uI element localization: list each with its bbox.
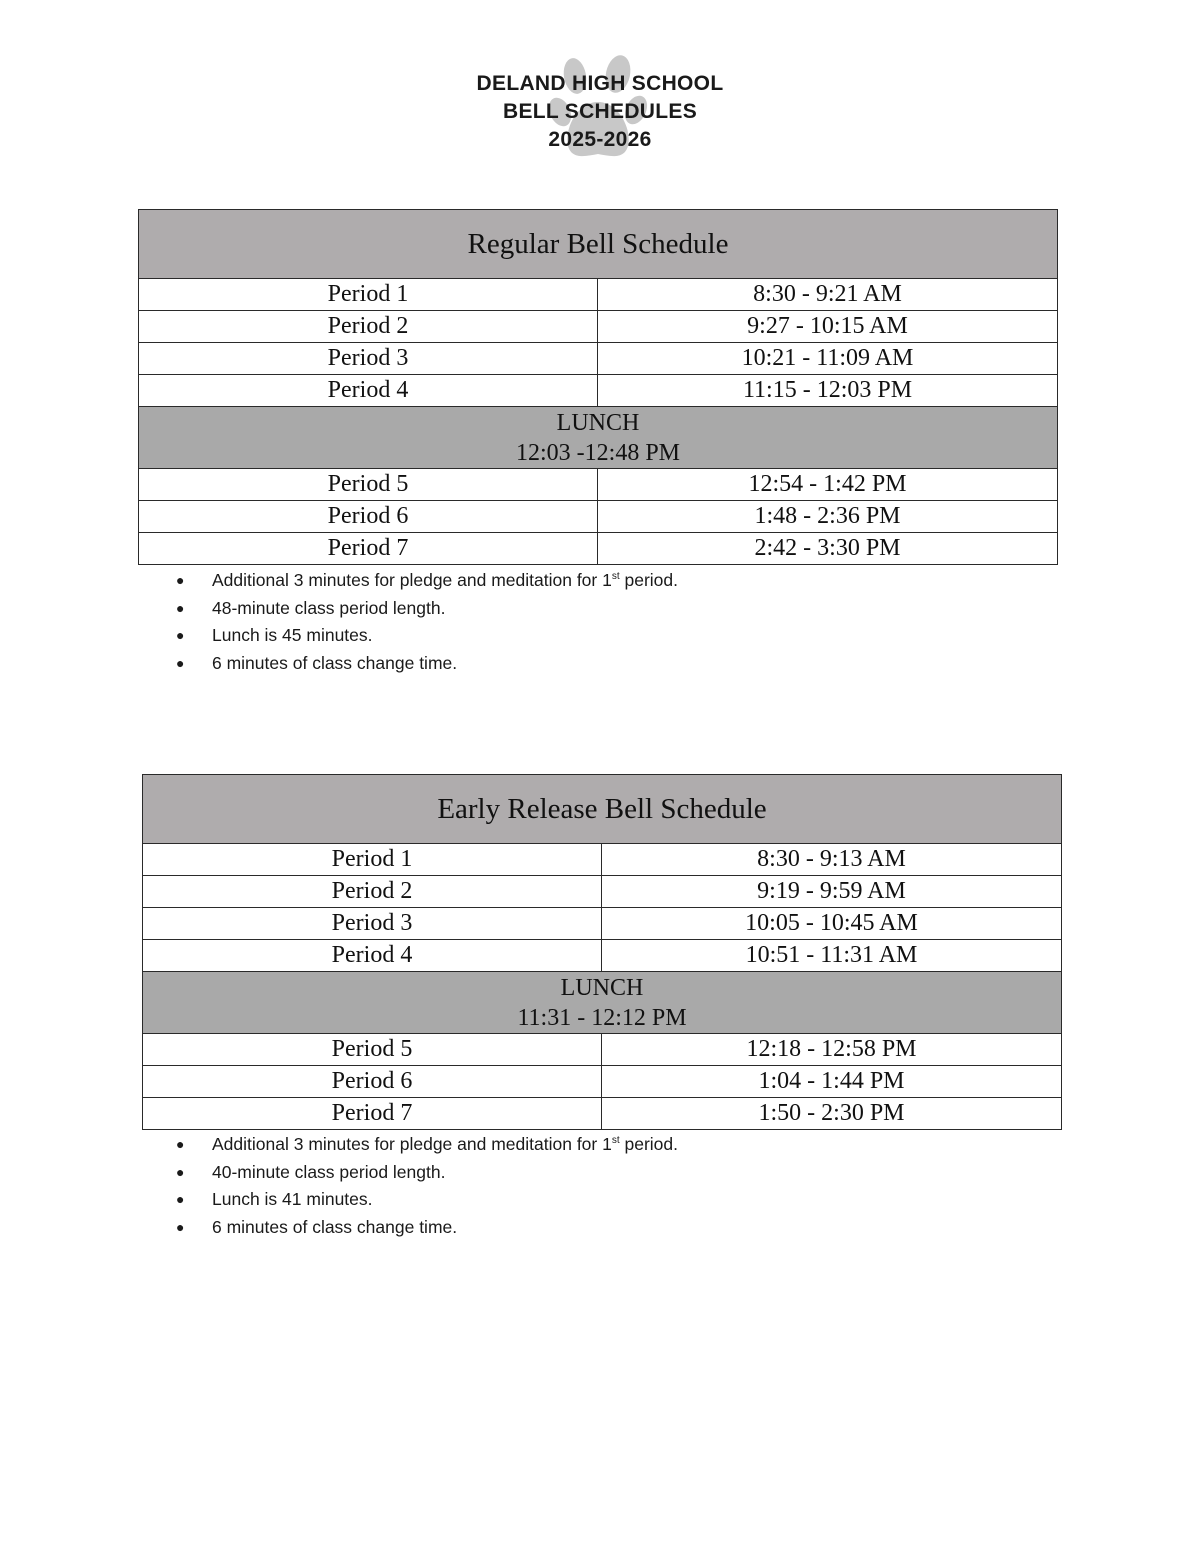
table-row bbox=[139, 311, 1057, 343]
note-item: ● Lunch is 41 minutes. bbox=[176, 1186, 678, 1214]
time-cell: 9:19 - 9:59 AM bbox=[757, 878, 906, 904]
regular-notes-list bbox=[176, 567, 678, 678]
table-title: Early Release Bell Schedule bbox=[143, 775, 1061, 844]
regular-schedule-table bbox=[138, 209, 1058, 565]
bullet-icon: ● bbox=[176, 627, 185, 644]
lunch-label: LUNCH bbox=[556, 409, 640, 436]
table-row bbox=[143, 940, 1061, 972]
bullet-icon: ● bbox=[176, 1191, 185, 1208]
period-cell: Period 2 bbox=[139, 311, 598, 342]
time-cell: 12:18 - 12:58 PM bbox=[746, 1036, 917, 1062]
period-cell: Period 1 bbox=[143, 844, 602, 875]
time-cell: 10:51 - 11:31 AM bbox=[745, 942, 918, 968]
note-item: ● Additional 3 minutes for pledge and meditation for 1st period. bbox=[176, 1131, 678, 1159]
lunch-row bbox=[143, 972, 1061, 1034]
note-item: ● Additional 3 minutes for pledge and meditation for 1st period. bbox=[176, 567, 678, 595]
school-name: DELAND HIGH SCHOOL bbox=[476, 72, 724, 95]
table-row bbox=[139, 279, 1057, 311]
period-cell: Period 7 bbox=[139, 533, 598, 564]
period-cell: Period 3 bbox=[143, 908, 602, 939]
bullet-icon: ● bbox=[176, 1136, 185, 1152]
period-cell: Period 6 bbox=[139, 501, 598, 532]
early-release-notes-list bbox=[176, 1131, 678, 1242]
time-cell: 10:05 - 10:45 AM bbox=[745, 910, 918, 936]
time-cell: 1:48 - 2:36 PM bbox=[754, 503, 901, 529]
time-cell: 11:15 - 12:03 PM bbox=[742, 377, 913, 403]
note-item: ● 40-minute class period length. bbox=[176, 1159, 678, 1187]
lunch-row bbox=[139, 407, 1057, 469]
note-item: ● 48-minute class period length. bbox=[176, 595, 678, 623]
time-cell: 10:21 - 11:09 AM bbox=[741, 345, 914, 371]
document-subtitle: BELL SCHEDULES bbox=[503, 100, 697, 123]
bullet-icon: ● bbox=[176, 572, 185, 588]
period-cell: Period 2 bbox=[143, 876, 602, 907]
note-item: ● 6 minutes of class change time. bbox=[176, 1214, 678, 1242]
bullet-icon: ● bbox=[176, 655, 185, 672]
table-title: Regular Bell Schedule bbox=[139, 210, 1057, 279]
table-row bbox=[143, 1034, 1061, 1066]
period-cell: Period 6 bbox=[143, 1066, 602, 1097]
period-cell: Period 4 bbox=[139, 375, 598, 406]
period-cell: Period 3 bbox=[139, 343, 598, 374]
table-row bbox=[143, 876, 1061, 908]
time-cell: 8:30 - 9:13 AM bbox=[757, 846, 906, 872]
document-title bbox=[0, 70, 1200, 154]
table-row bbox=[143, 1066, 1061, 1098]
time-cell: 8:30 - 9:21 AM bbox=[753, 281, 902, 307]
time-cell: 9:27 - 10:15 AM bbox=[747, 313, 908, 339]
period-cell: Period 5 bbox=[143, 1034, 602, 1065]
table-row bbox=[143, 844, 1061, 876]
table-row bbox=[143, 908, 1061, 940]
bullet-icon: ● bbox=[176, 1163, 185, 1180]
table-row bbox=[139, 343, 1057, 375]
time-cell: 1:04 - 1:44 PM bbox=[758, 1068, 905, 1094]
early-release-schedule-table bbox=[142, 774, 1062, 1130]
table-row bbox=[139, 501, 1057, 533]
period-cell: Period 7 bbox=[143, 1098, 602, 1129]
period-cell: Period 4 bbox=[143, 940, 602, 971]
table-row bbox=[139, 469, 1057, 501]
lunch-label: LUNCH bbox=[560, 974, 644, 1001]
time-cell: 2:42 - 3:30 PM bbox=[754, 535, 901, 561]
lunch-time: 11:31 - 12:12 PM bbox=[517, 1004, 687, 1031]
table-row bbox=[139, 375, 1057, 407]
bullet-icon: ● bbox=[176, 599, 185, 616]
period-cell: Period 1 bbox=[139, 279, 598, 310]
bullet-icon: ● bbox=[176, 1219, 185, 1236]
school-year: 2025-2026 bbox=[548, 128, 652, 151]
note-item: ● Lunch is 45 minutes. bbox=[176, 622, 678, 650]
time-cell: 12:54 - 1:42 PM bbox=[748, 471, 907, 497]
lunch-time: 12:03 -12:48 PM bbox=[515, 439, 680, 466]
time-cell: 1:50 - 2:30 PM bbox=[758, 1100, 905, 1126]
table-row bbox=[143, 1098, 1061, 1129]
note-item: ● 6 minutes of class change time. bbox=[176, 650, 678, 678]
period-cell: Period 5 bbox=[139, 469, 598, 500]
table-row bbox=[139, 533, 1057, 564]
